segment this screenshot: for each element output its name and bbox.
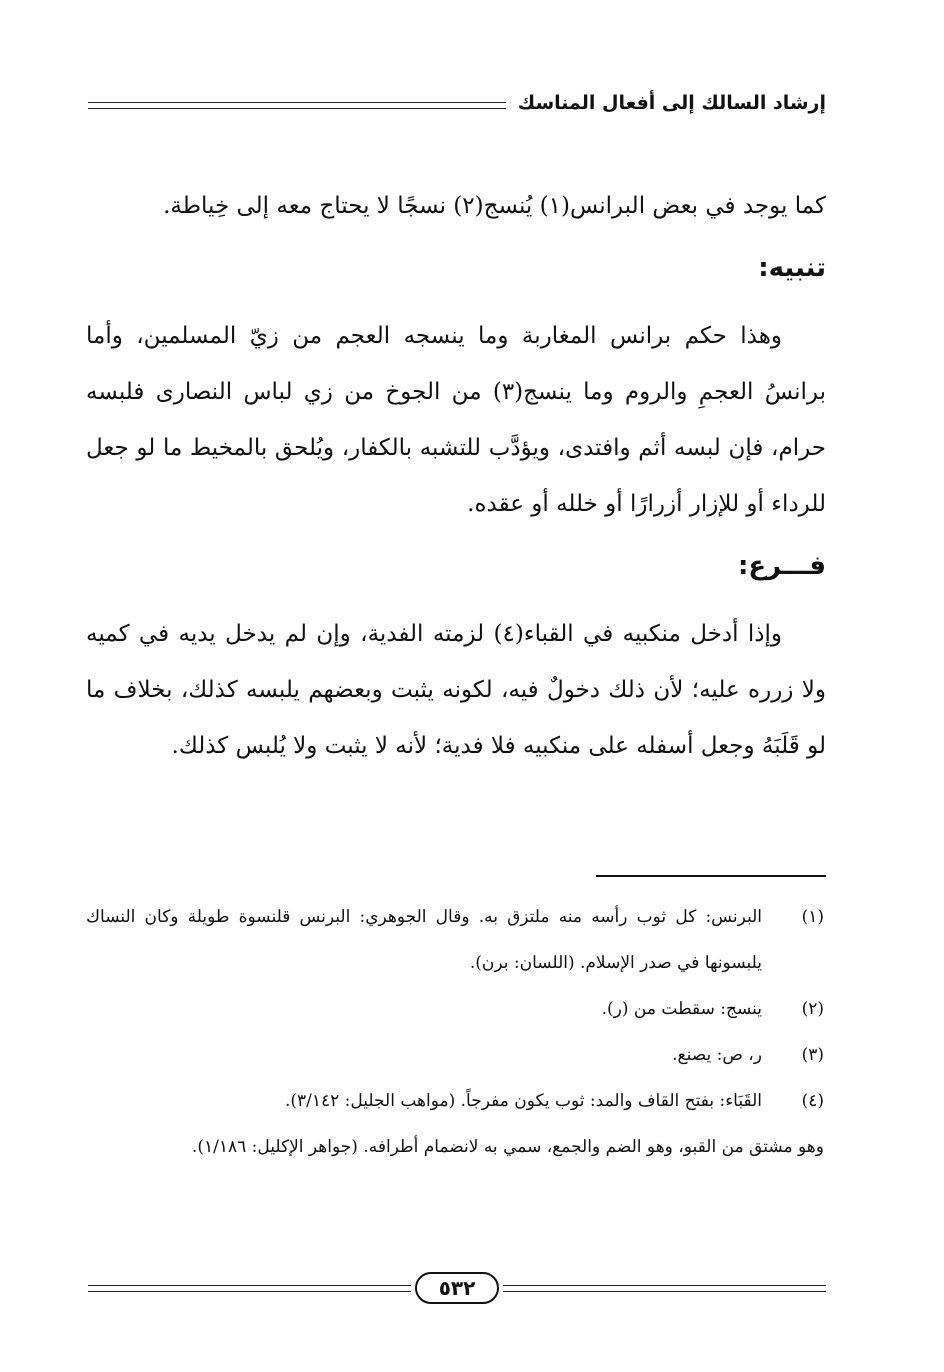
footnote-1 (86, 894, 824, 986)
footnote-number: (٣) (801, 1045, 824, 1065)
footnote-number: (١) (801, 907, 824, 927)
footnotes (86, 894, 824, 1170)
heading-tanbih: تنبيه: (758, 253, 826, 283)
footer-rule-left (88, 1285, 411, 1292)
footnote-4-continuation: وهو مشتق من القبو، وهو الضم والجمع، سمي به لانضمام أطرافه. (جواهر الإكليل: ١/١٨٦). (191, 1137, 824, 1157)
footnote-4 (86, 1078, 824, 1124)
paragraph-3: وإذا أدخل منكبيه في القباء(٤) لزمته الفدية، وإن لم يدخل يديه في كميه ولا زرره عليه؛ لأن ذلك دخولٌ فيه، لكونه يثبت وبعضهم يلبسه كذلك، بخلاف ما لو قَلَبَهُ وجعل أسفله على منكبيه فلا فدية؛ لأنه لا يثبت ولا يُلبس كذلك. (86, 621, 826, 759)
header-rule (88, 102, 506, 109)
footnote-number: (٢) (801, 999, 824, 1019)
page-number: ٥٣٢ (415, 1272, 500, 1304)
footer-rule-right (503, 1285, 826, 1292)
footnote-text: ر، ص: يصنع. (672, 1045, 762, 1065)
main-text (86, 178, 826, 774)
footnote-text: البرنس: كل ثوب رأسه منه ملتزق به. وقال الجوهري: البرنس قلنسوة طويلة وكان النساك يلبسونها في صدر الإسلام. (اللسان: برن). (86, 907, 762, 973)
footnote-text: القَبَاء: بفتح القاف والمد: ثوب يكون مفرجاً. (مواهب الجليل: ٣/١٤٢). (284, 1091, 762, 1111)
paragraph-1: كما يوجد في بعض البرانس(١) يُنسج(٢) نسجًا لا يحتاج معه إلى خِياطة. (163, 193, 826, 219)
footnote-separator (596, 875, 826, 877)
footnote-number: (٤) (801, 1091, 824, 1111)
header-title: إرشاد السالك إلى أفعال المناسك (517, 92, 826, 114)
heading-far: فـــرع: (737, 551, 826, 581)
footnote-text: ينسج: سقطت من (ر). (601, 999, 762, 1019)
running-header (88, 86, 826, 120)
page-footer (88, 1268, 826, 1308)
paragraph-2: وهذا حكم برانس المغاربة وما ينسجه العجم من زيّ المسلمين، وأما برانسُ العجمِ والروم وما ينسج(٣) من الجوخ من زي لباس النصارى فلبسه حرام، فإن لبسه أثم وافتدى، ويؤدَّب للتشبه بالكفار، ويُلحق بالمخيط ما لو جعل للرداء أو للإزار أزرارًا أو خلله أو عقده. (86, 323, 826, 517)
footnote-3 (86, 1032, 824, 1078)
footnote-2 (86, 986, 824, 1032)
